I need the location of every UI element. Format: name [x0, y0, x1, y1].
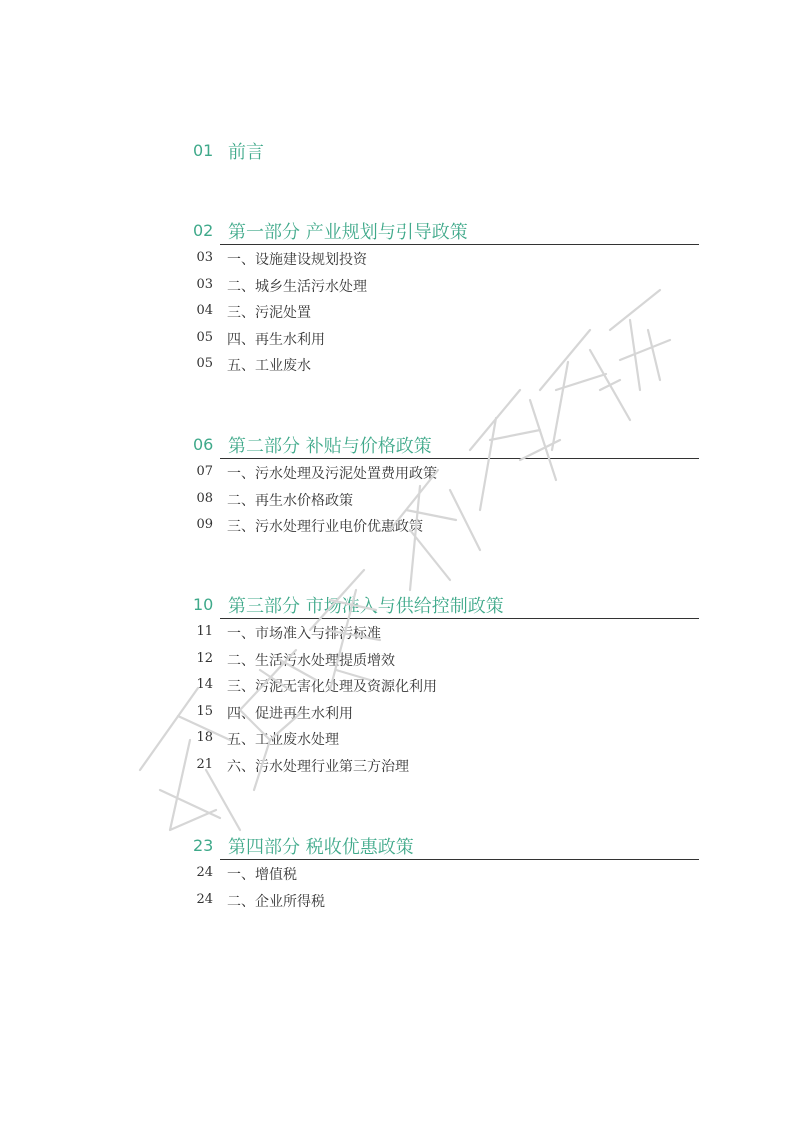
item-label: 一、市场准入与排污标准 [227, 626, 381, 642]
toc-item[interactable] [193, 647, 699, 674]
item-label: 二、城乡生活污水处理 [227, 278, 367, 295]
toc-item[interactable] [193, 620, 699, 647]
toc-item[interactable] [193, 352, 699, 379]
toc-item[interactable] [193, 487, 699, 514]
section-divider [220, 458, 699, 459]
toc-item[interactable] [193, 861, 699, 888]
item-page-number: 24 [196, 865, 213, 880]
toc-item[interactable] [193, 700, 699, 727]
section-title: 前言 [228, 142, 264, 163]
item-page-number: 04 [196, 303, 213, 319]
item-page-number: 09 [196, 517, 213, 533]
section-page-number: 01 [193, 141, 214, 160]
item-label: 四、促进再生水利用 [227, 705, 353, 722]
section-title: 第三部分 市场准入与供给控制政策 [228, 596, 504, 617]
toc-section-part-3 [193, 592, 699, 780]
toc-section-part-2 [193, 432, 699, 540]
item-label: 二、企业所得税 [227, 893, 325, 910]
section-items [193, 460, 699, 540]
section-page-number: 06 [193, 435, 214, 454]
item-page-number: 14 [196, 677, 213, 693]
item-page-number: 03 [196, 276, 213, 292]
section-page-number: 02 [193, 221, 214, 240]
item-page-number: 03 [196, 250, 213, 265]
item-page-number: 05 [196, 329, 213, 345]
item-page-number: 08 [196, 490, 213, 506]
toc-item[interactable] [193, 299, 699, 326]
item-page-number: 15 [196, 703, 213, 719]
toc-section-part-4 [193, 833, 699, 914]
section-items [193, 861, 699, 914]
section-header[interactable] [193, 218, 699, 246]
section-items [193, 246, 699, 379]
item-page-number: 07 [196, 464, 213, 479]
item-label: 五、工业废水 [227, 358, 311, 375]
item-label: 一、增值税 [227, 867, 297, 883]
section-divider [220, 859, 699, 860]
item-label: 三、污泥处置 [227, 305, 311, 322]
item-label: 二、再生水价格政策 [227, 492, 353, 509]
item-page-number: 18 [196, 730, 213, 746]
item-label: 一、设施建设规划投资 [227, 252, 367, 268]
section-title: 第四部分 税收优惠政策 [228, 837, 414, 858]
section-divider [220, 618, 699, 619]
section-items [193, 620, 699, 780]
item-label: 四、再生水利用 [227, 331, 325, 348]
section-page-number: 10 [193, 595, 214, 614]
item-page-number: 24 [196, 891, 213, 907]
toc-item[interactable] [193, 753, 699, 780]
section-header[interactable] [193, 138, 699, 166]
section-divider [220, 244, 699, 245]
item-label: 三、污水处理行业电价优惠政策 [227, 519, 423, 536]
section-title: 第二部分 补贴与价格政策 [228, 436, 432, 457]
section-header[interactable] [193, 432, 699, 460]
section-header[interactable] [193, 833, 699, 861]
toc-item[interactable] [193, 326, 699, 353]
item-page-number: 12 [196, 650, 213, 666]
section-page-number: 23 [193, 836, 214, 855]
toc-item[interactable] [193, 246, 699, 273]
item-label: 三、污泥无害化处理及资源化利用 [227, 679, 437, 696]
item-label: 一、污水处理及污泥处置费用政策 [227, 466, 437, 482]
toc-item[interactable] [193, 673, 699, 700]
toc-item[interactable] [193, 726, 699, 753]
item-page-number: 21 [196, 756, 213, 772]
item-label: 六、污水处理行业第三方治理 [227, 758, 409, 775]
toc-section-preface[interactable] [193, 138, 699, 166]
toc-item[interactable] [193, 888, 699, 915]
item-page-number: 05 [196, 356, 213, 372]
item-label: 五、工业废水处理 [227, 732, 339, 749]
section-header[interactable] [193, 592, 699, 620]
toc-section-part-1 [193, 218, 699, 379]
section-title: 第一部分 产业规划与引导政策 [228, 222, 468, 243]
item-page-number: 11 [196, 624, 213, 639]
item-label: 二、生活污水处理提质增效 [227, 652, 395, 669]
toc-item[interactable] [193, 513, 699, 540]
toc-item[interactable] [193, 460, 699, 487]
toc-item[interactable] [193, 273, 699, 300]
